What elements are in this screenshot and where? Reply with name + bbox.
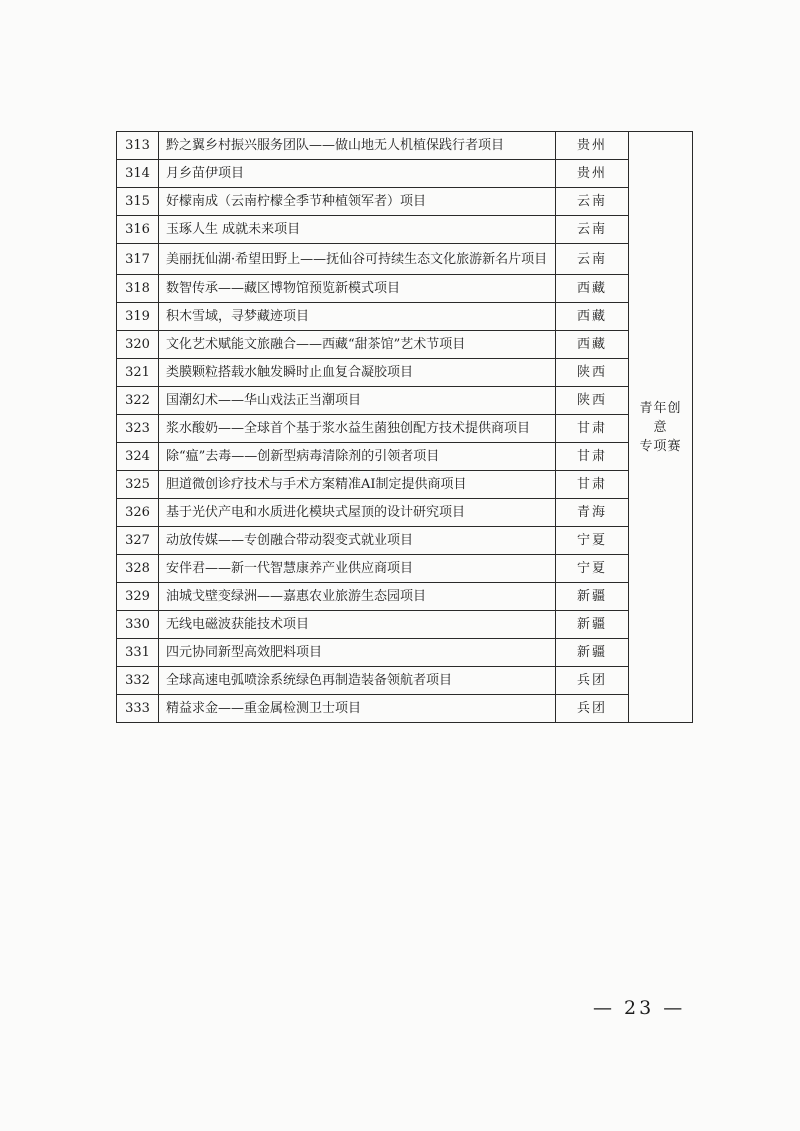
- table-row: [117, 188, 693, 216]
- project-name-cell: 油城戈壁变绿洲——嘉惠农业旅游生态园项目: [159, 583, 556, 611]
- project-number-cell: 318: [117, 275, 159, 303]
- project-name-cell: 好檬南成（云南柠檬全季节种植领军者）项目: [159, 188, 556, 216]
- project-region-cell: 陕西: [556, 359, 629, 387]
- project-region-cell: 云南: [556, 216, 629, 244]
- project-region-cell: 甘肃: [556, 471, 629, 499]
- project-region-cell: 兵团: [556, 695, 629, 723]
- project-region-cell: 西藏: [556, 331, 629, 359]
- project-name-cell: 美丽抚仙湖·希望田野上——抚仙谷可持续生态文化旅游新名片项目: [159, 244, 556, 275]
- project-number-cell: 320: [117, 331, 159, 359]
- project-name-cell: 文化艺术赋能文旅融合——西藏“甜茶馆”艺术节项目: [159, 331, 556, 359]
- project-name-cell: 全球高速电弧喷涂系统绿色再制造装备领航者项目: [159, 667, 556, 695]
- project-number-cell: 316: [117, 216, 159, 244]
- project-table: [116, 131, 693, 723]
- project-region-cell: 兵团: [556, 667, 629, 695]
- project-number-cell: 327: [117, 527, 159, 555]
- project-region-cell: 甘肃: [556, 443, 629, 471]
- project-number-cell: 326: [117, 499, 159, 527]
- competition-category-cell: [629, 132, 693, 723]
- project-number-cell: 332: [117, 667, 159, 695]
- project-name-cell: 月乡苗伊项目: [159, 160, 556, 188]
- project-number-cell: 317: [117, 244, 159, 275]
- project-region-cell: 甘肃: [556, 415, 629, 443]
- table-row: [117, 216, 693, 244]
- project-number-cell: 330: [117, 611, 159, 639]
- category-label-line-2: 专项赛: [639, 438, 682, 454]
- table-row: [117, 555, 693, 583]
- table-row: [117, 132, 693, 160]
- project-number-cell: 321: [117, 359, 159, 387]
- table-row: [117, 303, 693, 331]
- project-region-cell: 宁夏: [556, 527, 629, 555]
- project-region-cell: 贵州: [556, 132, 629, 160]
- project-region-cell: 宁夏: [556, 555, 629, 583]
- project-number-cell: 314: [117, 160, 159, 188]
- table-row: [117, 387, 693, 415]
- project-region-cell: 云南: [556, 244, 629, 275]
- category-label-line-1: 青年创意: [639, 400, 682, 435]
- project-number-cell: 328: [117, 555, 159, 583]
- project-region-cell: 新疆: [556, 611, 629, 639]
- table-row: [117, 244, 693, 275]
- project-name-cell: 精益求金——重金属检测卫士项目: [159, 695, 556, 723]
- table-row: [117, 611, 693, 639]
- project-table-body: [117, 132, 693, 723]
- project-region-cell: 陕西: [556, 387, 629, 415]
- project-number-cell: 313: [117, 132, 159, 160]
- project-number-cell: 333: [117, 695, 159, 723]
- table-row: [117, 160, 693, 188]
- table-row: [117, 415, 693, 443]
- project-name-cell: 基于光伏产电和水质进化模块式屋顶的设计研究项目: [159, 499, 556, 527]
- project-name-cell: 无线电磁波获能技术项目: [159, 611, 556, 639]
- table-row: [117, 583, 693, 611]
- table-row: [117, 443, 693, 471]
- project-number-cell: 325: [117, 471, 159, 499]
- table-row: [117, 695, 693, 723]
- project-region-cell: 新疆: [556, 639, 629, 667]
- project-name-cell: 国潮幻术——华山戏法正当潮项目: [159, 387, 556, 415]
- table-row: [117, 527, 693, 555]
- table-row: [117, 331, 693, 359]
- project-name-cell: 数智传承——藏区博物馆预览新模式项目: [159, 275, 556, 303]
- project-name-cell: 积木雪域，寻梦藏迹项目: [159, 303, 556, 331]
- project-name-cell: 玉琢人生 成就未来项目: [159, 216, 556, 244]
- table-row: [117, 359, 693, 387]
- table-row: [117, 471, 693, 499]
- table-row: [117, 639, 693, 667]
- project-number-cell: 322: [117, 387, 159, 415]
- project-number-cell: 315: [117, 188, 159, 216]
- project-name-cell: 黔之翼乡村振兴服务团队——做山地无人机植保践行者项目: [159, 132, 556, 160]
- project-name-cell: 胆道微创诊疗技术与手术方案精准AI制定提供商项目: [159, 471, 556, 499]
- project-number-cell: 329: [117, 583, 159, 611]
- project-name-cell: 动放传媒——专创融合带动裂变式就业项目: [159, 527, 556, 555]
- project-region-cell: 云南: [556, 188, 629, 216]
- table-row: [117, 667, 693, 695]
- project-number-cell: 324: [117, 443, 159, 471]
- project-number-cell: 331: [117, 639, 159, 667]
- project-number-cell: 319: [117, 303, 159, 331]
- table-row: [117, 499, 693, 527]
- project-region-cell: 贵州: [556, 160, 629, 188]
- project-region-cell: 新疆: [556, 583, 629, 611]
- project-number-cell: 323: [117, 415, 159, 443]
- project-name-cell: 类膜颗粒搭载水触发瞬时止血复合凝胶项目: [159, 359, 556, 387]
- project-name-cell: 四元协同新型高效肥料项目: [159, 639, 556, 667]
- table-row: [117, 275, 693, 303]
- page-number: — 23 —: [593, 997, 686, 1019]
- project-name-cell: 除“瘟”去毒——创新型病毒清除剂的引领者项目: [159, 443, 556, 471]
- project-region-cell: 西藏: [556, 275, 629, 303]
- project-region-cell: 西藏: [556, 303, 629, 331]
- project-name-cell: 安伴君——新一代智慧康养产业供应商项目: [159, 555, 556, 583]
- project-name-cell: 浆水酸奶——全球首个基于浆水益生菌独创配方技术提供商项目: [159, 415, 556, 443]
- project-region-cell: 青海: [556, 499, 629, 527]
